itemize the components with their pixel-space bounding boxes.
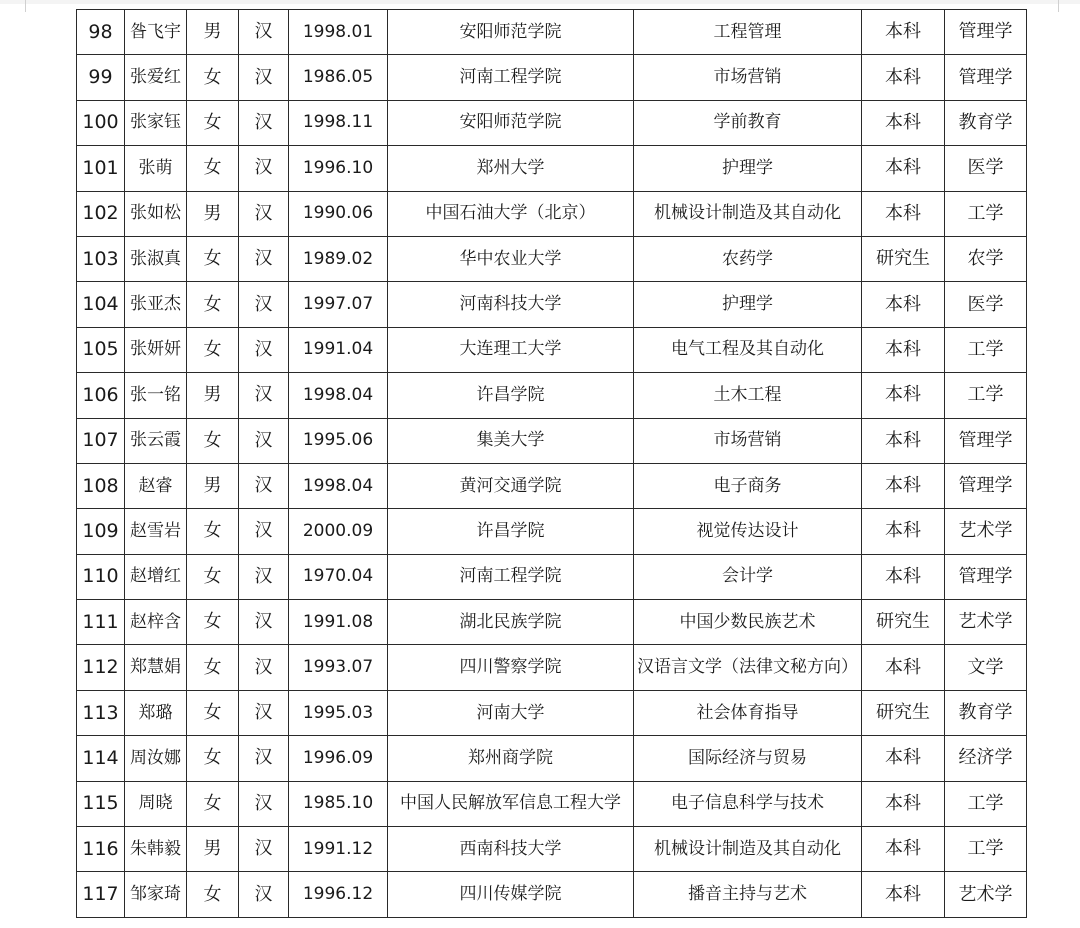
table-row	[77, 373, 1027, 418]
discipline-cell: 教育学	[945, 100, 1027, 145]
page-margin-mark-right	[1058, 0, 1059, 12]
name-cell: 张家钰	[125, 100, 187, 145]
name-cell: 张妍妍	[125, 327, 187, 372]
discipline-cell: 工学	[945, 327, 1027, 372]
row-number-cell: 107	[77, 418, 125, 463]
row-number-cell: 113	[77, 690, 125, 735]
row-number-cell: 115	[77, 781, 125, 826]
name-cell: 邹家琦	[125, 872, 187, 917]
discipline-cell: 管理学	[945, 418, 1027, 463]
discipline-cell: 经济学	[945, 736, 1027, 781]
gender-cell: 女	[187, 418, 239, 463]
name-cell: 昝飞宇	[125, 10, 187, 55]
ethnicity-cell: 汉	[239, 10, 289, 55]
gender-cell: 男	[187, 373, 239, 418]
discipline-cell: 医学	[945, 146, 1027, 191]
discipline-cell: 农学	[945, 236, 1027, 281]
discipline-cell: 管理学	[945, 55, 1027, 100]
row-number-cell: 116	[77, 827, 125, 872]
discipline-cell: 艺术学	[945, 509, 1027, 554]
table-row	[77, 55, 1027, 100]
discipline-cell: 工学	[945, 373, 1027, 418]
school-cell: 西南科技大学	[388, 827, 634, 872]
major-cell: 中国少数民族艺术	[634, 600, 862, 645]
row-number-cell: 111	[77, 600, 125, 645]
row-number-cell: 110	[77, 554, 125, 599]
birth-date-cell: 1993.07	[289, 645, 388, 690]
school-cell: 黄河交通学院	[388, 463, 634, 508]
name-cell: 郑慧娟	[125, 645, 187, 690]
ethnicity-cell: 汉	[239, 282, 289, 327]
degree-cell: 本科	[862, 736, 945, 781]
birth-date-cell: 1995.06	[289, 418, 388, 463]
major-cell: 农药学	[634, 236, 862, 281]
name-cell: 赵雪岩	[125, 509, 187, 554]
ethnicity-cell: 汉	[239, 463, 289, 508]
gender-cell: 女	[187, 645, 239, 690]
major-cell: 机械设计制造及其自动化	[634, 827, 862, 872]
gender-cell: 女	[187, 146, 239, 191]
school-cell: 安阳师范学院	[388, 100, 634, 145]
degree-cell: 本科	[862, 10, 945, 55]
table-row	[77, 418, 1027, 463]
name-cell: 张如松	[125, 191, 187, 236]
birth-date-cell: 1986.05	[289, 55, 388, 100]
school-cell: 湖北民族学院	[388, 600, 634, 645]
table-row	[77, 872, 1027, 917]
school-cell: 郑州大学	[388, 146, 634, 191]
table-row	[77, 781, 1027, 826]
major-cell: 电子信息科学与技术	[634, 781, 862, 826]
name-cell: 张萌	[125, 146, 187, 191]
birth-date-cell: 2000.09	[289, 509, 388, 554]
gender-cell: 女	[187, 736, 239, 781]
gender-cell: 女	[187, 55, 239, 100]
row-number-cell: 99	[77, 55, 125, 100]
row-number-cell: 108	[77, 463, 125, 508]
birth-date-cell: 1998.04	[289, 463, 388, 508]
row-number-cell: 100	[77, 100, 125, 145]
school-cell: 安阳师范学院	[388, 10, 634, 55]
degree-cell: 研究生	[862, 690, 945, 735]
gender-cell: 女	[187, 600, 239, 645]
name-cell: 周汝娜	[125, 736, 187, 781]
ethnicity-cell: 汉	[239, 327, 289, 372]
table-row	[77, 827, 1027, 872]
row-number-cell: 114	[77, 736, 125, 781]
degree-cell: 本科	[862, 645, 945, 690]
school-cell: 河南大学	[388, 690, 634, 735]
row-number-cell: 105	[77, 327, 125, 372]
ethnicity-cell: 汉	[239, 645, 289, 690]
school-cell: 河南工程学院	[388, 55, 634, 100]
discipline-cell: 工学	[945, 191, 1027, 236]
name-cell: 周晓	[125, 781, 187, 826]
major-cell: 护理学	[634, 146, 862, 191]
name-cell: 赵梓含	[125, 600, 187, 645]
gender-cell: 女	[187, 690, 239, 735]
major-cell: 国际经济与贸易	[634, 736, 862, 781]
row-number-cell: 109	[77, 509, 125, 554]
table-row	[77, 10, 1027, 55]
table-row	[77, 509, 1027, 554]
ethnicity-cell: 汉	[239, 509, 289, 554]
roster-table-body	[77, 10, 1027, 918]
gender-cell: 女	[187, 236, 239, 281]
birth-date-cell: 1996.10	[289, 146, 388, 191]
gender-cell: 男	[187, 191, 239, 236]
row-number-cell: 112	[77, 645, 125, 690]
gender-cell: 女	[187, 554, 239, 599]
degree-cell: 本科	[862, 554, 945, 599]
discipline-cell: 工学	[945, 781, 1027, 826]
degree-cell: 本科	[862, 55, 945, 100]
major-cell: 社会体育指导	[634, 690, 862, 735]
birth-date-cell: 1998.11	[289, 100, 388, 145]
school-cell: 大连理工大学	[388, 327, 634, 372]
table-row	[77, 146, 1027, 191]
name-cell: 郑璐	[125, 690, 187, 735]
school-cell: 四川警察学院	[388, 645, 634, 690]
major-cell: 市场营销	[634, 55, 862, 100]
discipline-cell: 管理学	[945, 463, 1027, 508]
degree-cell: 研究生	[862, 600, 945, 645]
row-number-cell: 106	[77, 373, 125, 418]
gender-cell: 女	[187, 282, 239, 327]
gender-cell: 男	[187, 463, 239, 508]
birth-date-cell: 1990.06	[289, 191, 388, 236]
table-row	[77, 100, 1027, 145]
ethnicity-cell: 汉	[239, 736, 289, 781]
major-cell: 播音主持与艺术	[634, 872, 862, 917]
birth-date-cell: 1989.02	[289, 236, 388, 281]
table-row	[77, 690, 1027, 735]
gender-cell: 女	[187, 509, 239, 554]
name-cell: 张爱红	[125, 55, 187, 100]
degree-cell: 本科	[862, 191, 945, 236]
ethnicity-cell: 汉	[239, 827, 289, 872]
degree-cell: 本科	[862, 872, 945, 917]
ethnicity-cell: 汉	[239, 373, 289, 418]
degree-cell: 本科	[862, 509, 945, 554]
row-number-cell: 102	[77, 191, 125, 236]
ethnicity-cell: 汉	[239, 418, 289, 463]
roster-table	[76, 9, 1027, 918]
table-row	[77, 327, 1027, 372]
birth-date-cell: 1995.03	[289, 690, 388, 735]
major-cell: 工程管理	[634, 10, 862, 55]
gender-cell: 女	[187, 327, 239, 372]
major-cell: 视觉传达设计	[634, 509, 862, 554]
gender-cell: 男	[187, 827, 239, 872]
major-cell: 土木工程	[634, 373, 862, 418]
major-cell: 机械设计制造及其自动化	[634, 191, 862, 236]
school-cell: 四川传媒学院	[388, 872, 634, 917]
degree-cell: 本科	[862, 327, 945, 372]
degree-cell: 本科	[862, 282, 945, 327]
birth-date-cell: 1997.07	[289, 282, 388, 327]
school-cell: 集美大学	[388, 418, 634, 463]
birth-date-cell: 1991.04	[289, 327, 388, 372]
name-cell: 张一铭	[125, 373, 187, 418]
name-cell: 张云霞	[125, 418, 187, 463]
birth-date-cell: 1998.04	[289, 373, 388, 418]
school-cell: 河南工程学院	[388, 554, 634, 599]
row-number-cell: 98	[77, 10, 125, 55]
school-cell: 郑州商学院	[388, 736, 634, 781]
school-cell: 河南科技大学	[388, 282, 634, 327]
major-cell: 会计学	[634, 554, 862, 599]
school-cell: 华中农业大学	[388, 236, 634, 281]
ethnicity-cell: 汉	[239, 872, 289, 917]
discipline-cell: 艺术学	[945, 872, 1027, 917]
degree-cell: 本科	[862, 146, 945, 191]
degree-cell: 研究生	[862, 236, 945, 281]
table-row	[77, 736, 1027, 781]
name-cell: 赵增红	[125, 554, 187, 599]
ethnicity-cell: 汉	[239, 600, 289, 645]
gender-cell: 女	[187, 100, 239, 145]
discipline-cell: 管理学	[945, 554, 1027, 599]
school-cell: 中国人民解放军信息工程大学	[388, 781, 634, 826]
table-row	[77, 236, 1027, 281]
row-number-cell: 117	[77, 872, 125, 917]
school-cell: 中国石油大学（北京）	[388, 191, 634, 236]
degree-cell: 本科	[862, 100, 945, 145]
birth-date-cell: 1998.01	[289, 10, 388, 55]
table-row	[77, 645, 1027, 690]
major-cell: 护理学	[634, 282, 862, 327]
degree-cell: 本科	[862, 781, 945, 826]
name-cell: 张亚杰	[125, 282, 187, 327]
major-cell: 电子商务	[634, 463, 862, 508]
discipline-cell: 医学	[945, 282, 1027, 327]
row-number-cell: 104	[77, 282, 125, 327]
gender-cell: 女	[187, 781, 239, 826]
discipline-cell: 教育学	[945, 690, 1027, 735]
degree-cell: 本科	[862, 827, 945, 872]
ethnicity-cell: 汉	[239, 146, 289, 191]
major-cell: 市场营销	[634, 418, 862, 463]
birth-date-cell: 1996.09	[289, 736, 388, 781]
page-top-edge	[0, 0, 1080, 4]
school-cell: 许昌学院	[388, 373, 634, 418]
gender-cell: 男	[187, 10, 239, 55]
ethnicity-cell: 汉	[239, 191, 289, 236]
birth-date-cell: 1985.10	[289, 781, 388, 826]
ethnicity-cell: 汉	[239, 690, 289, 735]
table-row	[77, 600, 1027, 645]
discipline-cell: 管理学	[945, 10, 1027, 55]
birth-date-cell: 1996.12	[289, 872, 388, 917]
birth-date-cell: 1991.12	[289, 827, 388, 872]
name-cell: 朱韩毅	[125, 827, 187, 872]
row-number-cell: 103	[77, 236, 125, 281]
name-cell: 赵睿	[125, 463, 187, 508]
ethnicity-cell: 汉	[239, 236, 289, 281]
discipline-cell: 工学	[945, 827, 1027, 872]
ethnicity-cell: 汉	[239, 554, 289, 599]
page-margin-mark-left	[25, 0, 26, 12]
school-cell: 许昌学院	[388, 509, 634, 554]
degree-cell: 本科	[862, 463, 945, 508]
gender-cell: 女	[187, 872, 239, 917]
birth-date-cell: 1970.04	[289, 554, 388, 599]
table-row	[77, 554, 1027, 599]
major-cell: 电气工程及其自动化	[634, 327, 862, 372]
ethnicity-cell: 汉	[239, 781, 289, 826]
table-row	[77, 463, 1027, 508]
row-number-cell: 101	[77, 146, 125, 191]
major-cell: 汉语言文学（法律文秘方向）	[634, 645, 862, 690]
table-row	[77, 282, 1027, 327]
discipline-cell: 艺术学	[945, 600, 1027, 645]
major-cell: 学前教育	[634, 100, 862, 145]
birth-date-cell: 1991.08	[289, 600, 388, 645]
degree-cell: 本科	[862, 418, 945, 463]
table-row	[77, 191, 1027, 236]
discipline-cell: 文学	[945, 645, 1027, 690]
ethnicity-cell: 汉	[239, 55, 289, 100]
degree-cell: 本科	[862, 373, 945, 418]
ethnicity-cell: 汉	[239, 100, 289, 145]
name-cell: 张淑真	[125, 236, 187, 281]
